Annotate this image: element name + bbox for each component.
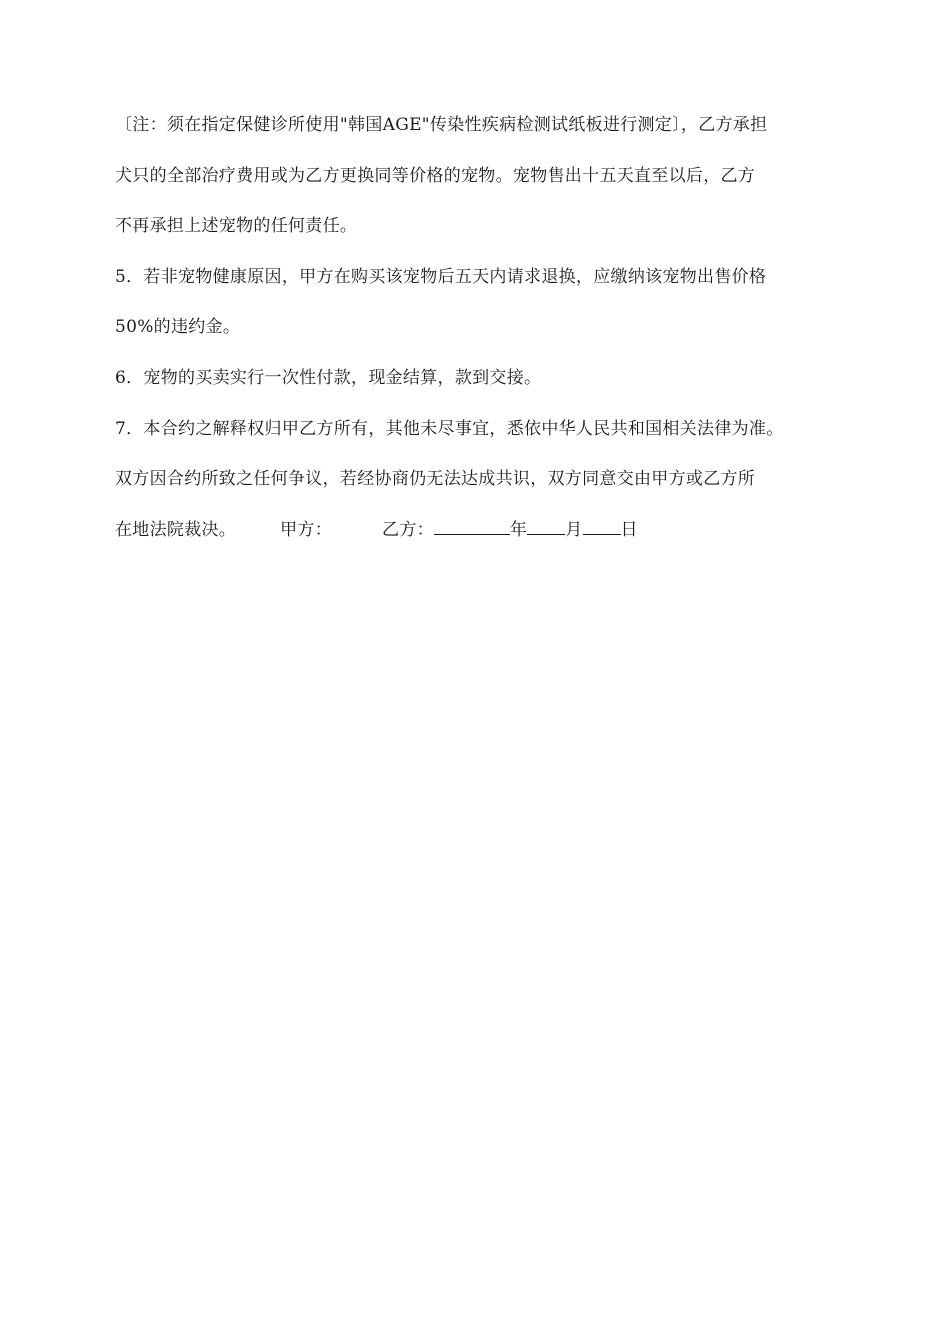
clause-5-line-1: 5．若非宠物健康原因，甲方在购买该宠物后五天内请求退换，应缴纳该宠物出售价格 (115, 266, 767, 287)
party-a-label: 甲方： (280, 519, 333, 540)
month-blank (527, 518, 565, 535)
closing-text: 在地法院裁决。 (115, 519, 237, 540)
contract-line-1: 〔注：须在指定保健诊所使用"韩国AGE"传染性疾病检测试纸板进行测定〕，乙方承担 (115, 115, 768, 135)
contract-line-2: 犬只的全部治疗费用或为乙方更换同等价格的宠物。宠物售出十五天直至以后，乙方 (115, 165, 756, 186)
signature-line (115, 505, 850, 556)
clause-7-line-1: 7．本合约之解释权归甲乙方所有，其他未尽事宜，悉依中华人民共和国相关法律为准。 (115, 418, 784, 439)
clause-5-line-2: 50%的违约金。 (115, 317, 241, 338)
year-label: 年 (509, 519, 528, 540)
contract-line-3: 不再承担上述宠物的任何责任。 (115, 216, 358, 237)
clause-7-line-2: 双方因合约所致之任何争议，若经协商仍无法达成共识，双方同意交由甲方或乙方所 (115, 469, 756, 490)
month-label: 月 (565, 519, 583, 540)
day-label: 日 (620, 519, 638, 540)
day-blank (583, 518, 621, 535)
contract-page (115, 100, 850, 555)
year-blank (434, 518, 510, 535)
clause-6: 6．宠物的买卖实行一次性付款，现金结算，款到交接。 (115, 367, 542, 388)
party-b-label: 乙方： (382, 519, 434, 540)
